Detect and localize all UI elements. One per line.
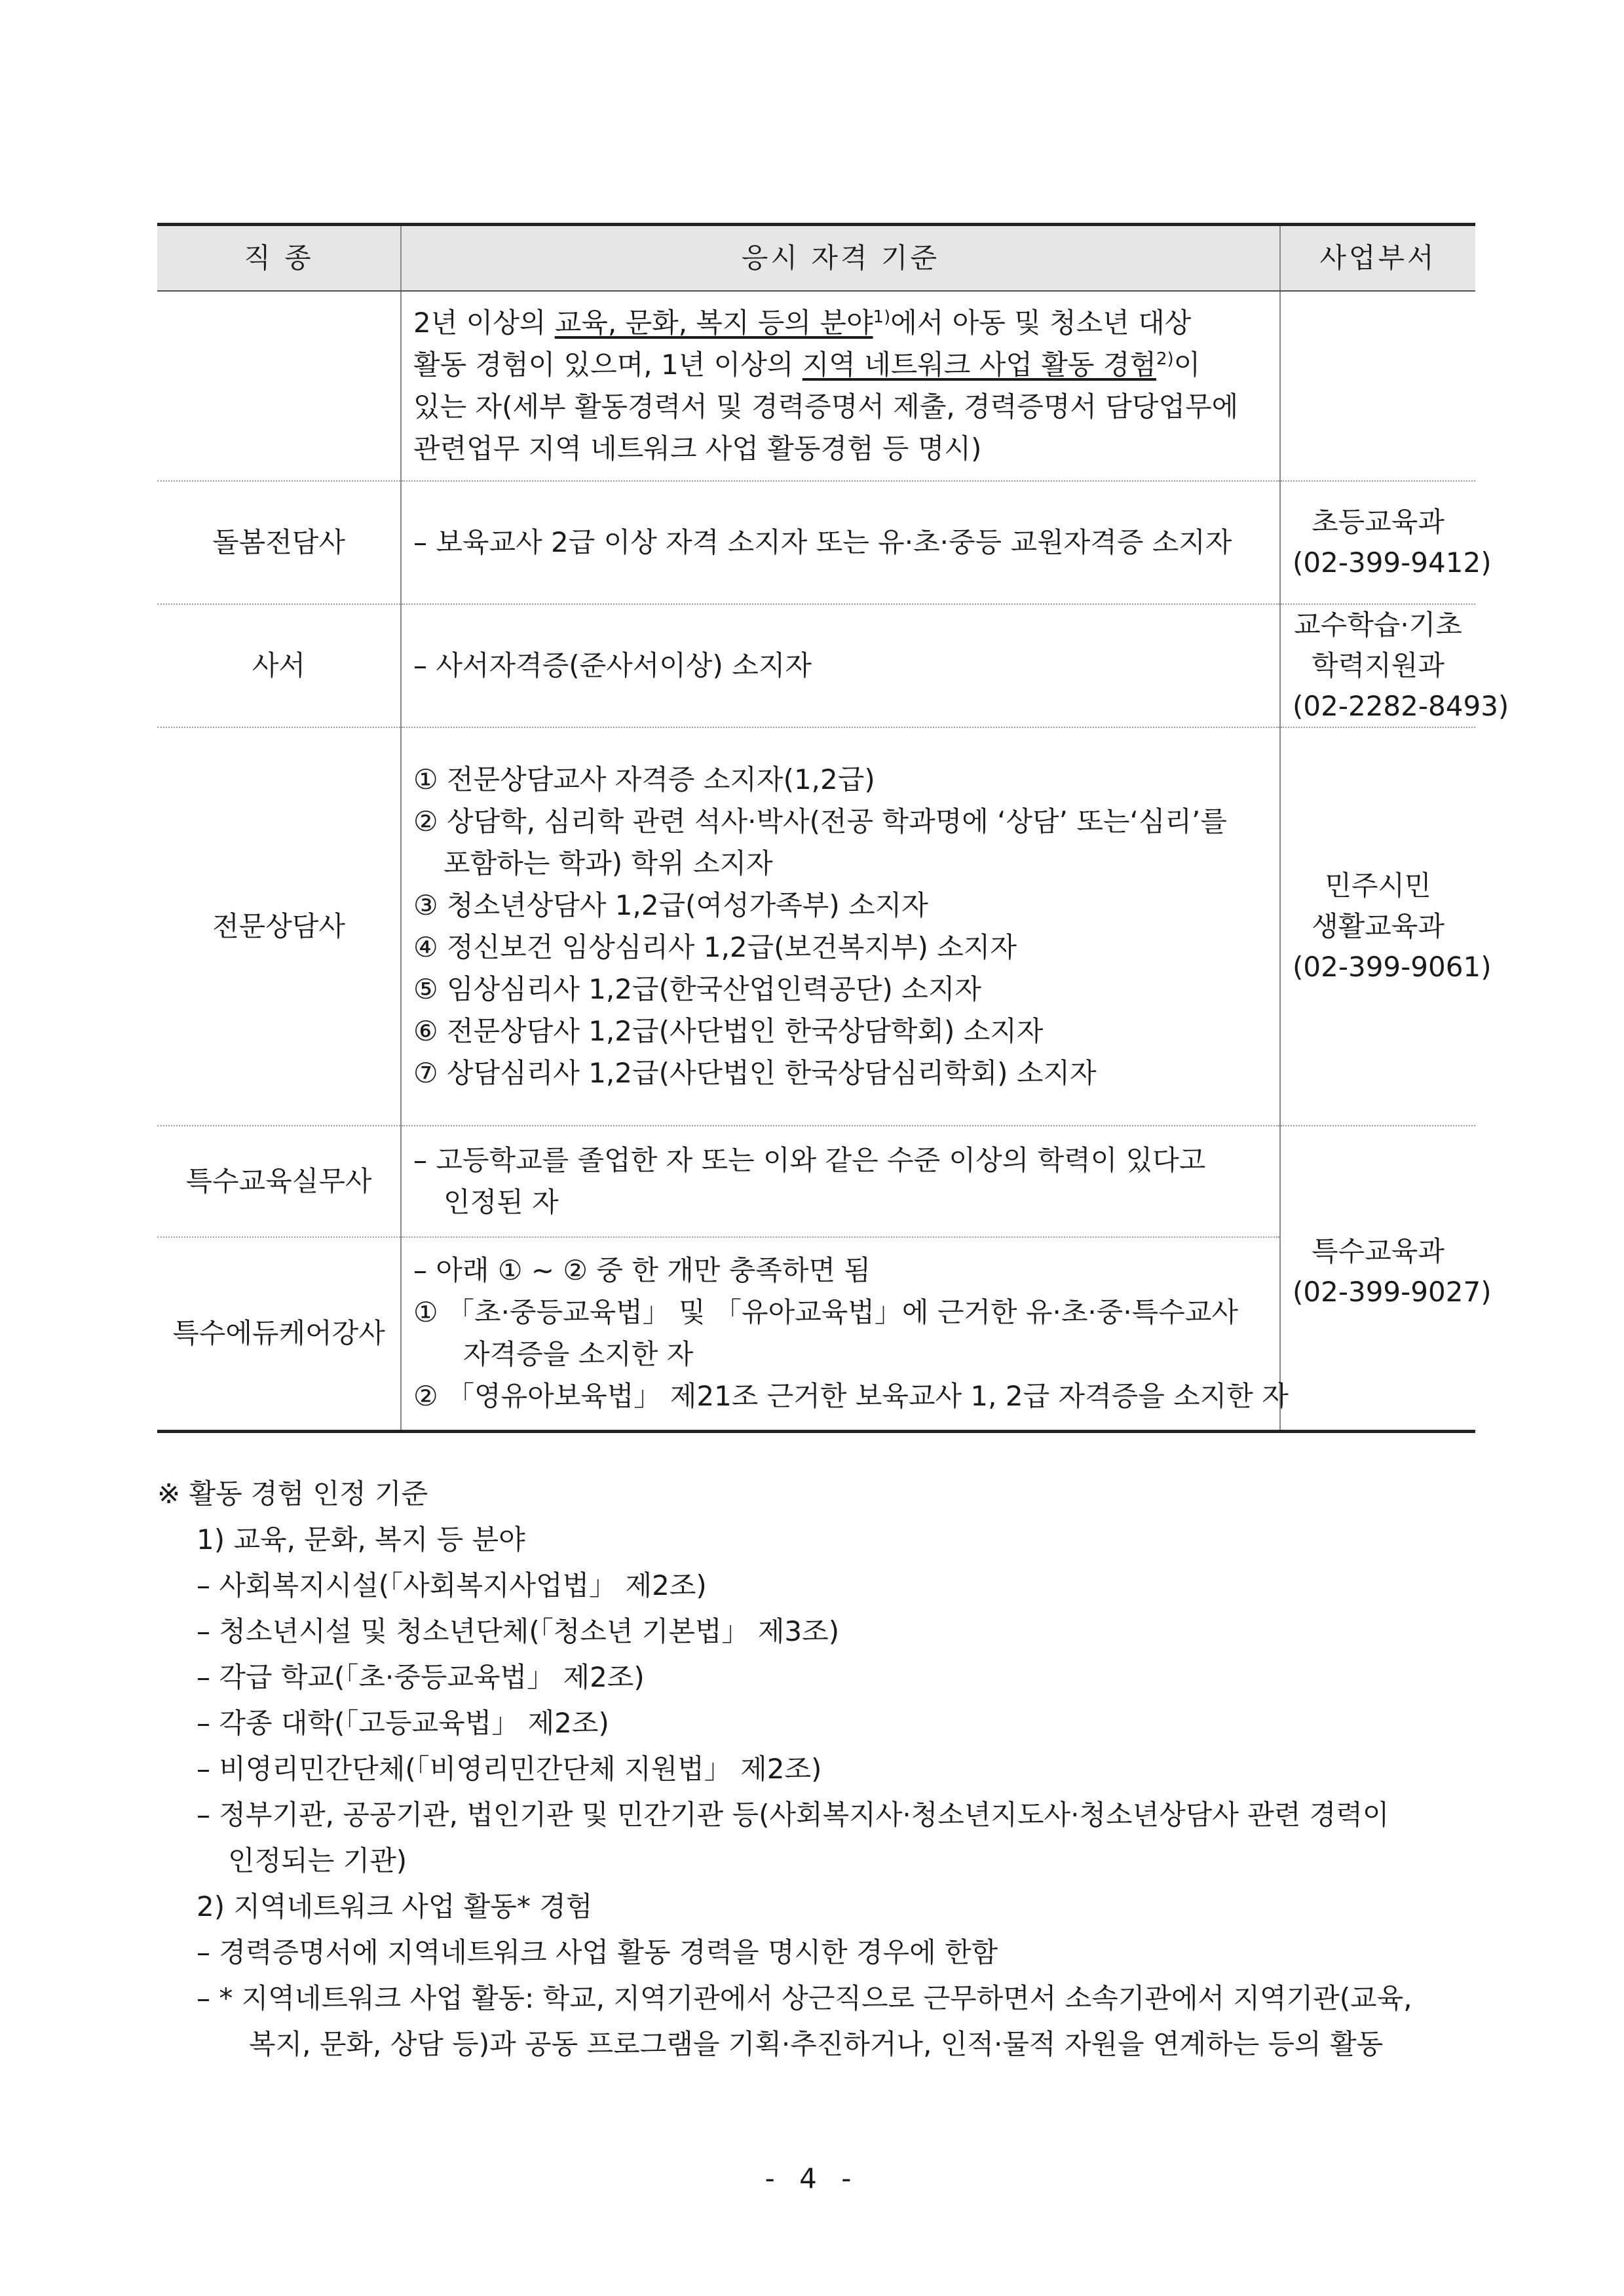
table-row: [157, 1237, 1475, 1431]
job-cell: 특수에듀케어강사: [157, 1237, 401, 1431]
notes-item: – 정부기관, 공공기관, 법인기관 및 민간기관 등(사회복지사·청소년지도사·청소년상담사 관련 경력이: [197, 1799, 1389, 1831]
notes-subheading: 1) 교육, 문화, 복지 등 분야: [197, 1523, 525, 1556]
criteria-cell: [401, 1126, 1280, 1237]
table-row: [157, 291, 1475, 481]
criteria-item: ⑦ 상담심리사 1,2급(사단법인 한국상담심리학회) 소지자: [413, 1057, 1097, 1089]
criteria-item: ⑤ 임상심리사 1,2급(한국산업인력공단) 소지자: [413, 973, 981, 1005]
criteria-item: ⑥ 전문상담사 1,2급(사단법인 한국상담학회) 소지자: [413, 1015, 1044, 1047]
criteria-line: – 사서자격증(준사서이상) 소지자: [413, 649, 812, 681]
criteria-cell: [401, 604, 1280, 727]
dept-cell: [1280, 481, 1492, 604]
dept-phone: (02-399-9027): [1293, 1276, 1492, 1308]
job-cell: 사서: [157, 604, 401, 727]
criteria-cell: [401, 291, 1280, 481]
job-cell: [157, 291, 401, 481]
notes-item: – 각급 학교(「초·중등교육법」 제2조): [197, 1661, 645, 1693]
criteria-line: 2년 이상의 교육, 문화, 복지 등의 분야$^{1)}$에서 아동 및 청소년 대상: [413, 307, 1192, 339]
dept-name: 초등교육과: [1312, 506, 1445, 538]
criteria-item: ② 상담학, 심리학 관련 석사·박사(전공 학과명에 ‘상담’ 또는‘심리’를: [413, 805, 1227, 837]
dept-cell: [1280, 291, 1475, 481]
notes-title: ※ 활동 경험 인정 기준: [157, 1478, 428, 1510]
criteria-cell: [401, 1237, 1289, 1431]
criteria-item-cont: 포함하는 학과) 학위 소지자: [444, 847, 773, 879]
criteria-cell: [401, 481, 1280, 604]
job-cell: 전문상담사: [157, 727, 401, 1126]
job-cell: 돌봄전담사: [157, 481, 401, 604]
job-cell: 특수교육실무사: [157, 1126, 401, 1237]
notes-item: – * 지역네트워크 사업 활동: 학교, 지역기관에서 상근직으로 근무하면서 소속기관에서 지역기관(교육,: [197, 1982, 1412, 2014]
dept-cell: [1280, 604, 1509, 727]
criteria-line: 관련업무 지역 네트워크 사업 활동경험 등 명시): [413, 432, 982, 465]
page-number: - 4 -: [765, 2162, 859, 2194]
notes-item: – 경력증명서에 지역네트워크 사업 활동 경력을 명시한 경우에 한함: [197, 1936, 998, 1968]
criteria-item: ③ 청소년상담사 1,2급(여성가족부) 소지자: [413, 889, 928, 921]
criteria-line: ② 「영유아보육법」 제21조 근거한 보육교사 1, 2급 자격증을 소지한 자: [413, 1380, 1289, 1413]
notes-subheading: 2) 지역네트워크 사업 활동* 경험: [197, 1890, 593, 1923]
criteria-line: 있는 자(세부 활동경력서 및 경력증명서 제출, 경력증명서 담당업무에: [413, 391, 1239, 423]
notes-item: – 사회복지시설(「사회복지사업법」 제2조): [197, 1569, 707, 1601]
notes-item-cont: 복지, 문화, 상담 등)과 공동 프로그램을 기획·추진하거나, 인적·물적 자원을 연계하는 등의 활동: [249, 2028, 1384, 2060]
dept-name: 학력지원과: [1312, 649, 1445, 681]
criteria-line: 자격증을 소지한 자: [463, 1338, 694, 1371]
criteria-cell: [401, 727, 1280, 1126]
dept-phone: (02-399-9061): [1293, 951, 1492, 983]
notes-item: – 비영리민간단체(「비영리민간단체 지원법」 제2조): [197, 1753, 822, 1785]
notes-item: – 청소년시설 및 청소년단체(「청소년 기본법」 제3조): [197, 1615, 840, 1647]
table-row: [157, 727, 1475, 1126]
header-dept: 사업부서: [1280, 225, 1475, 292]
criteria-line: – 고등학교를 졸업한 자 또는 이와 같은 수준 이상의 학력이 있다고: [413, 1144, 1206, 1176]
table-row: [157, 1126, 1475, 1237]
qualification-table: [157, 223, 1509, 1433]
header-criteria: 응시 자격 기준: [401, 225, 1280, 292]
dept-name: 특수교육과: [1312, 1235, 1445, 1267]
criteria-line: ① 「초·중등교육법」 및 「유아교육법」에 근거한 유·초·중·특수교사: [413, 1296, 1238, 1329]
table-row: [157, 604, 1475, 727]
dept-cell: [1280, 727, 1492, 1126]
dept-name: 민주시민: [1325, 870, 1431, 902]
criteria-item: ① 전문상담교사 자격증 소지자(1,2급): [413, 763, 875, 795]
dept-phone: (02-399-9412): [1293, 546, 1492, 579]
dept-name: 교수학습·기초: [1294, 609, 1462, 641]
header-job: 직 종: [157, 225, 401, 292]
criteria-line: 활동 경험이 있으며, 1년 이상의 지역 네트워크 사업 활동 경험$^{2)}$이: [413, 349, 1201, 381]
criteria-line: – 보육교사 2급 이상 자격 소지자 또는 유·초·중등 교원자격증 소지자: [413, 526, 1232, 558]
notes-item: – 각종 대학(「고등교육법」 제2조): [197, 1707, 609, 1739]
table-row: [157, 481, 1475, 604]
dept-cell: [1280, 1126, 1492, 1431]
dept-name: 생활교육과: [1312, 910, 1445, 942]
table-header-row: [157, 225, 1475, 292]
notes-section: [157, 1471, 1481, 2067]
dept-phone: (02-2282-8493): [1293, 690, 1509, 722]
criteria-line: – 아래 ① ~ ② 중 한 개만 충족하면 됨: [413, 1254, 871, 1287]
notes-item-cont: 인정되는 기관): [228, 1845, 407, 1877]
criteria-item: ④ 정신보건 임상심리사 1,2급(보건복지부) 소지자: [413, 931, 1017, 963]
criteria-line: 인정된 자: [444, 1186, 559, 1218]
